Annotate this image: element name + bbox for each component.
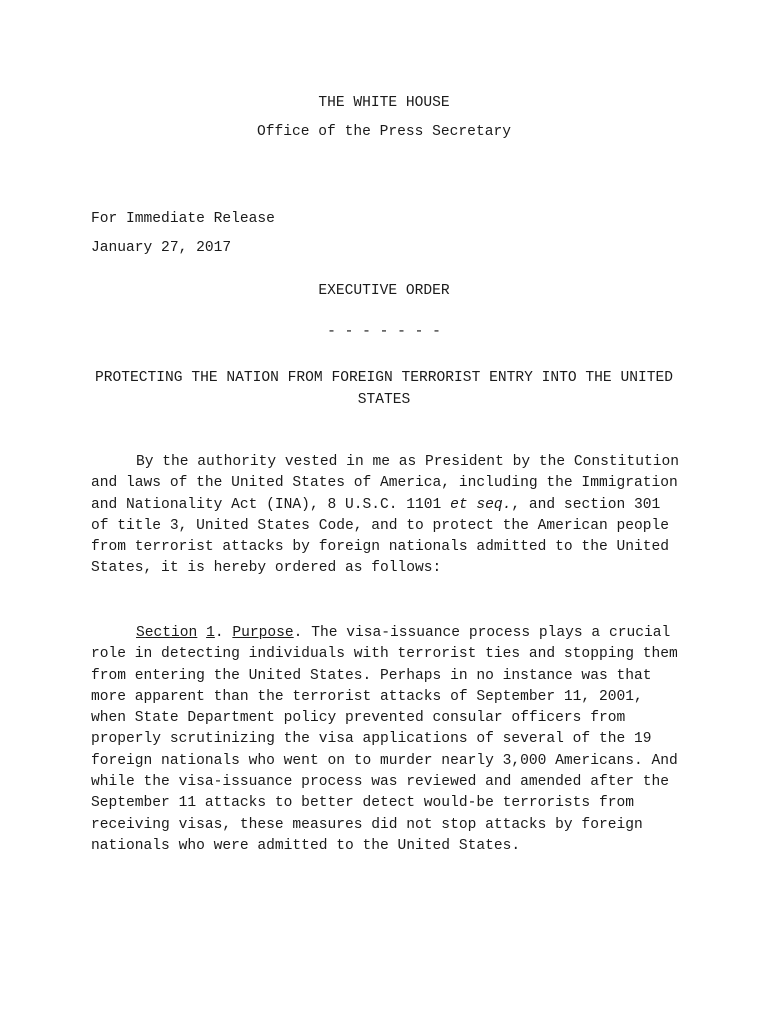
preamble-italic: et seq. (450, 496, 512, 513)
section-number: 1 (206, 625, 215, 641)
header-office: Office of the Press Secretary (257, 124, 511, 140)
release-date: January 27, 2017 (91, 240, 232, 256)
section-1-paragraph: Section 1. Purpose. The visa-issuance process plays a crucial role in detecting individuals with terrorist ties and stopping them from entering the United States. Perhaps in no instance was that more apparent than the terrorist attacks of September 11, 2001, when State Department policy prevented consular officers from properly scrutinizing the visa applications of several of the 19 foreign nationals who went on to murder nearly 3,000 Americans. And while the visa-issuance process was reviewed and amended after the September 11 attacks to better detect would-be terrorists from receiving visas, these measures did not stop attacks by foreign nationals who were admitted to the United States. (91, 625, 678, 854)
separator: - - - - - - - (327, 324, 441, 340)
section-1-body: The visa-issuance process plays a crucial role in detecting individuals with terrorist ties and stopping them from entering the United States. Perhaps in no instance was that more apparent than the terrorist attacks of September 11, 2001, when State Department policy prevented consular officers from properly scrutinizing the visa applications of several of the 19 foreign nationals who went on to murder nearly 3,000 Americans. And while the visa-issuance process was reviewed and amended after the September 11 attacks to better detect would-be terrorists from receiving visas, these measures did not stop attacks by foreign nationals who were admitted to the United States. (91, 625, 678, 854)
section-heading: Purpose (232, 625, 294, 641)
release-line: For Immediate Release (91, 211, 275, 227)
preamble-text-1: By the authority vested in me as President by the Constitution and laws of the United States of America, including the Immigration and Nationality Act (INA), 8 U.S.C. 1101 (91, 454, 679, 513)
preamble-paragraph (91, 452, 681, 580)
order-label: EXECUTIVE ORDER (318, 283, 450, 299)
preamble-text-2: , and section 301 of title 3, United States Code, and to protect the American people from terrorist attacks by foreign nationals admitted to the United States, it is hereby ordered as follows: (91, 496, 670, 577)
section-word: Section (136, 625, 198, 641)
order-title: PROTECTING THE NATION FROM FOREIGN TERRORIST ENTRY INTO THE UNITED STATES (94, 370, 673, 408)
header-org: THE WHITE HOUSE (318, 95, 450, 111)
